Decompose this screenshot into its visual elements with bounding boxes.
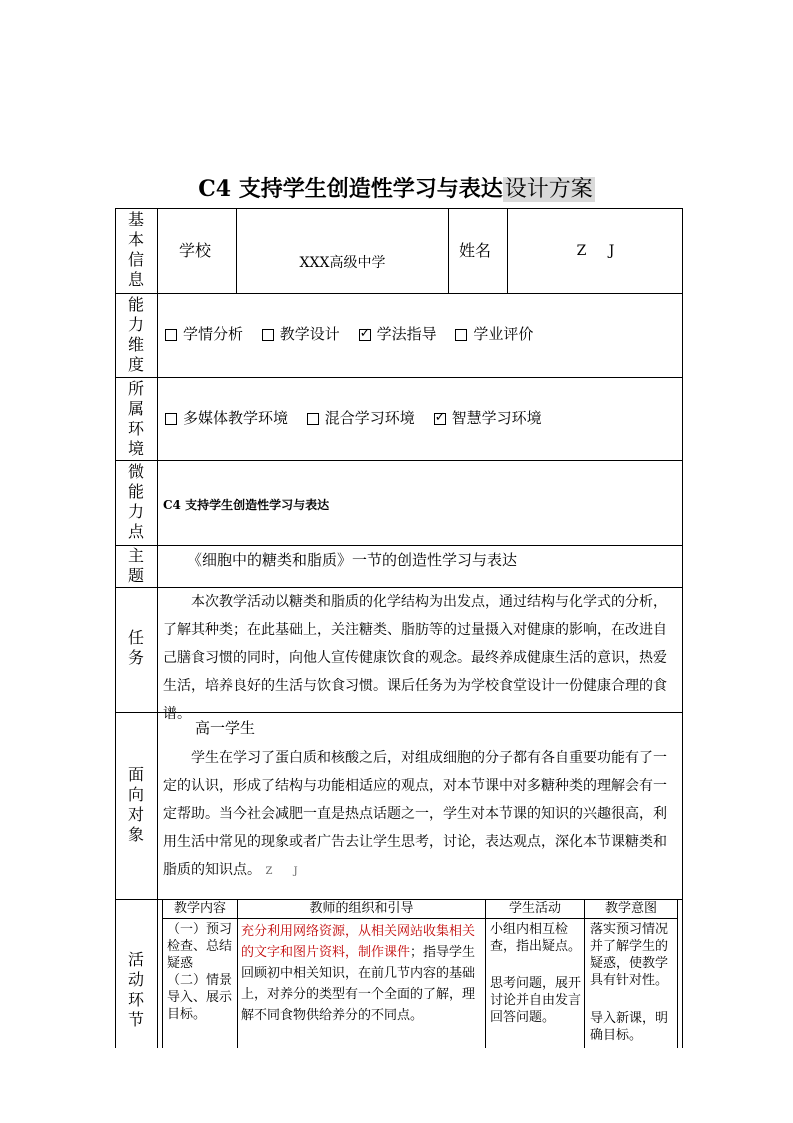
- school-label: 学校: [179, 241, 212, 260]
- school-value: XXX高级中学: [299, 255, 386, 271]
- environment-option[interactable]: 混合学习环境: [307, 409, 415, 427]
- task-text: 本次教学活动以糖类和脂质的化学结构为出发点，通过结构与化学式的分析，了解其种类；在此基础上，关注糖类、脂肪等的过量摄入对健康的影响，在改进自己膳食习惯的同时，向他人宣传健康饮食的观念。最终养成健康生活的意识，热爱生活，培养良好的生活与饮食习惯。课后任务为为学校食堂设计一份健康合理的食谱。: [163, 594, 667, 722]
- ability-option[interactable]: 学情分析: [165, 325, 243, 343]
- audience-grade: 高一学生: [195, 719, 256, 737]
- checkbox-icon[interactable]: [165, 413, 177, 425]
- activity-intent-1: 落实预习情况并了解学生的疑惑，使教学具有针对性。: [590, 922, 669, 988]
- activity-header-teacher: 教师的组织和引导: [309, 901, 414, 916]
- activity-student-2: 思考问题，展开讨论并自由发言回答问题。: [490, 976, 582, 1025]
- design-table: [115, 208, 683, 1048]
- theme-value: 《细胞中的糖类和脂质》一节的创造性学习与表达: [187, 551, 518, 569]
- environment-option[interactable]: 多媒体教学环境: [165, 409, 288, 427]
- activity-label: 活 动 环 节: [127, 950, 144, 1029]
- checkbox-icon[interactable]: [455, 329, 467, 341]
- name-value: Z J: [576, 243, 615, 259]
- ability-option[interactable]: 教学设计: [262, 325, 340, 343]
- task-label: 任 务: [127, 628, 144, 667]
- activity-intent-2: 导入新课，明确目标。: [590, 1011, 669, 1043]
- checkbox-icon[interactable]: [262, 329, 274, 341]
- checked-checkbox-icon[interactable]: [359, 329, 371, 341]
- activity-content-2: （二）情景导入、展示目标。: [167, 973, 233, 1022]
- activity-header-student: 学生活动: [508, 901, 561, 916]
- environment-options: [165, 408, 542, 428]
- audience-mark: Z J: [265, 866, 298, 877]
- environment-option[interactable]: ✓ 智慧学习环境: [434, 409, 542, 427]
- activity-content-1: （一）预习检查、总结疑惑: [167, 922, 233, 971]
- activity-teacher-text: 充分利用网络资源，从相关网站收集相关的文字和图片资料，制作课件；指导学生回顾初中相关知识，在前几节内容的基础上，对养分的类型有一个全面的了解，理解不同食物供给养分的不同点。: [241, 924, 476, 1023]
- checked-checkbox-icon[interactable]: [434, 413, 446, 425]
- title-main: C4 支持学生创造性学习与表达: [198, 176, 503, 202]
- audience-label: 面 向 对 象: [127, 765, 144, 844]
- micro-value: C4 支持学生创造性学习与表达: [163, 498, 330, 512]
- environment-label: 所 属 环 境: [127, 379, 144, 458]
- activity-header-intent: 教学意图: [604, 901, 657, 916]
- activity-header-content: 教学内容: [173, 901, 226, 916]
- activity-student-1: 小组内相互检查，指出疑点。: [490, 922, 582, 954]
- micro-label: 微 能 力 点: [127, 462, 144, 541]
- checkbox-icon[interactable]: [307, 413, 319, 425]
- ability-label: 能 力 维 度: [127, 295, 144, 374]
- theme-label: 主 题: [127, 546, 144, 585]
- ability-option[interactable]: 学业评价: [455, 325, 533, 343]
- page-title: [0, 172, 793, 207]
- checkbox-icon[interactable]: [165, 329, 177, 341]
- ability-option[interactable]: ✓ 学法指导: [359, 325, 437, 343]
- basic-label: 基 本 信 息: [127, 210, 144, 289]
- audience-text: 学生在学习了蛋白质和核酸之后，对组成细胞的分子都有各自重要功能有了一定的认识，形成了结构与功能相适应的观点，对本节课中对多糖种类的理解会有一定帮助。当今社会减肥一直是热点话题之一，学生对本节课的知识的兴趣很高，利用生活中常见的现象或者广告去让学生思考，讨论，表达观点，深化本节课糖类和脂质的知识点。 Z J: [163, 750, 667, 878]
- name-label: 姓名: [459, 241, 492, 260]
- title-highlight: 设计方案: [504, 177, 593, 202]
- ability-options: [165, 324, 533, 344]
